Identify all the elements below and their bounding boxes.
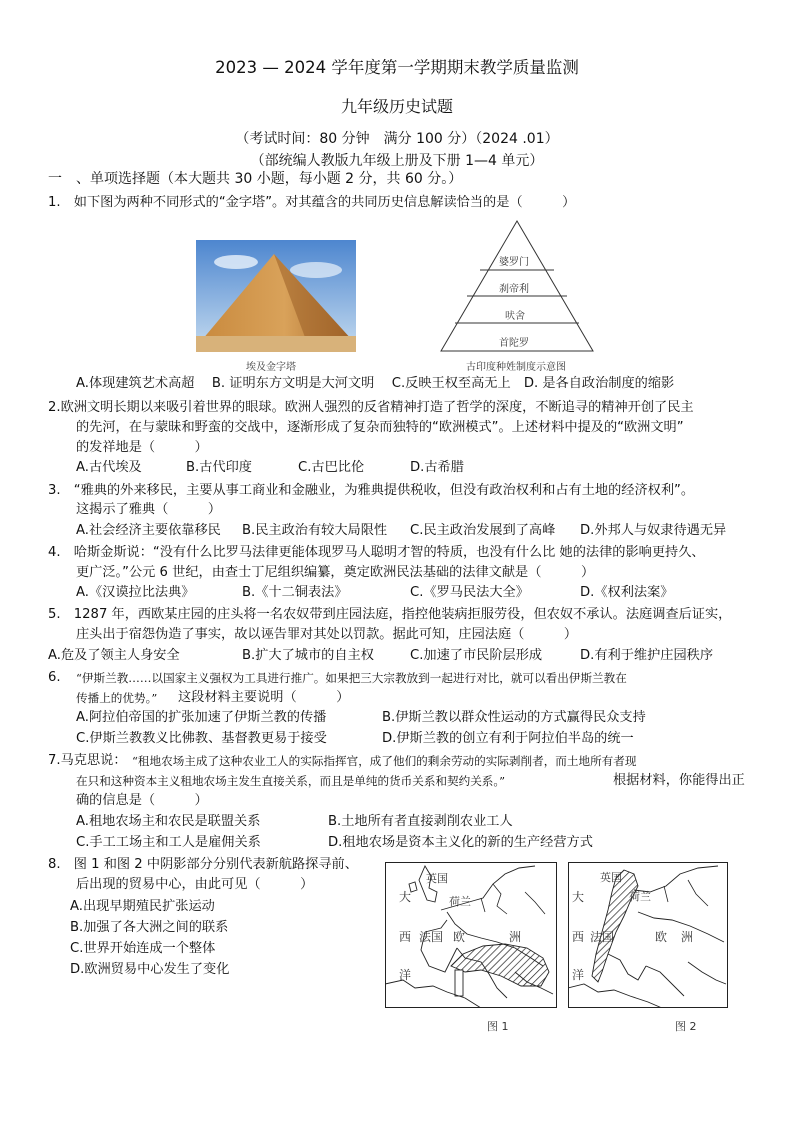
q6-option-c: C.伊斯兰教教义比佛教、基督教更易于接受: [76, 731, 327, 746]
q1-stem: 1. 如下图为两种不同形式的“金字塔”。对其蕴含的共同历史信息解读恰当的是（ ）: [48, 195, 576, 210]
q2-option-c: C.古巴比伦: [298, 460, 365, 475]
q6-option-d: D.伊斯兰教的创立有利于阿拉伯半岛的统一: [382, 731, 634, 746]
map2-label-atlantic-2: 西: [572, 930, 585, 944]
q2-option-b: B.古代印度: [186, 460, 252, 475]
q3-line2: 这揭示了雅典（ ）: [76, 502, 222, 517]
map1-caption: 图 1: [487, 1020, 509, 1033]
q5-option-d: D.有利于维护庄园秩序: [580, 648, 714, 663]
q2-option-d: D.古希腊: [410, 460, 464, 475]
q4-option-c: C.《罗马民法大全》: [410, 585, 529, 600]
map1-label-atlantic-3: 洋: [399, 968, 412, 982]
q5-option-b: B.扩大了城市的自主权: [242, 648, 374, 663]
q6-option-b: B.伊斯兰教以群众性运动的方式赢得民众支持: [382, 710, 646, 725]
map2-label-atlantic-1: 大: [572, 890, 585, 904]
q7-line2-quote: 在只和这种资本主义租地农场主发生直接关系，而且是单纯的货币关系和契约关系。”: [76, 774, 506, 788]
caste-level-brahmin: 婆罗门: [499, 257, 529, 268]
q5-option-a: A.危及了领主人身安全: [48, 648, 180, 663]
section-heading: 一 、单项选择题（本大题共 30 小题，每小题 2 分，共 60 分。）: [48, 171, 463, 187]
q7-line1-quote: “租地农场主成了这种农业工人的实际指挥官，成了他们的剩余劳动的实际剥削者，而土地所有者现: [132, 754, 637, 768]
q5-line1: 5. 1287 年，西欧某庄园的庄头将一名农奴带到庄园法庭，指控他装病拒服劳役，但农奴不承认。法庭调查后证实，: [48, 607, 732, 622]
q8-option-c: C.世界开始连成一个整体: [70, 941, 216, 956]
q8-option-d: D.欧洲贸易中心发生了变化: [70, 962, 230, 977]
caste-level-vaishya: 吠舍: [505, 311, 525, 322]
q4-line2: 更广泛。”公元 6 世纪，由查士丁尼组织编纂，奠定欧洲民法基础的法律文献是（ ）: [76, 565, 595, 580]
q3-option-a: A.社会经济主要依靠移民: [76, 523, 221, 538]
q3-option-c: C.民主政治发展到了高峰: [410, 523, 556, 538]
q7-option-b: B.土地所有者直接剥削农业工人: [328, 814, 513, 829]
q7-line3: 确的信息是（ ）: [76, 793, 208, 808]
q6-option-a: A.阿拉伯帝国的扩张加速了伊斯兰教的传播: [76, 710, 327, 725]
map1-label-holland: 荷兰: [449, 895, 471, 908]
exam-info: （考试时间：80 分钟 满分 100 分）（2024 .01）: [235, 131, 559, 147]
exam-title: 2023 — 2024 学年度第一学期期末教学质量监测: [215, 58, 579, 77]
q6-line2-rest: 这段材料主要说明（ ）: [178, 690, 350, 705]
map1-label-england: 英国: [426, 872, 448, 885]
q7-line1-head: 7.马克思说：: [48, 753, 127, 768]
q8-line2: 后出现的贸易中心，由此可见（ ）: [76, 877, 314, 892]
map2-label-atlantic-3: 洋: [572, 968, 585, 982]
map2-label-england: 英国: [600, 871, 622, 884]
q1-caption-right: 古印度种姓制度示意图: [466, 362, 566, 373]
q2-line3: 的发祥地是（ ）: [76, 440, 208, 455]
caste-level-shudra: 首陀罗: [499, 338, 529, 349]
q7-option-d: D.租地农场是资本主义化的新的生产经营方式: [328, 835, 593, 850]
map1-label-europe-2: 洲: [509, 930, 522, 944]
q7-line2-rest: 根据材料，你能得出正: [613, 773, 745, 788]
edition-note: （部统编人教版九年级上册及下册 1—4 单元）: [250, 153, 544, 169]
q1-caption-left: 埃及金字塔: [246, 362, 296, 373]
q8-line1: 8. 图 1 和图 2 中阴影部分分别代表新航路探寻前、: [48, 857, 358, 872]
q2-line1: 2.欧洲文明长期以来吸引着世界的眼球。欧洲人强烈的反省精神打造了哲学的深度，不断追寻的精神开创了民主: [48, 400, 694, 415]
q3-option-b: B.民主政治有较大局限性: [242, 523, 388, 538]
q1-options: A.体现建筑艺术高超 B. 证明东方文明是大河文明 C.反映王权至高无上 D. 是各自政治制度的缩影: [76, 376, 675, 391]
map1-label-europe-1: 欧: [453, 930, 466, 944]
q8-option-a: A.出现早期殖民扩张运动: [70, 899, 215, 914]
q6-line2-quote: 传播上的优势。”: [76, 691, 158, 705]
egypt-pyramid-photo: [196, 240, 356, 352]
q2-line2: 的先河，在与蒙昧和野蛮的交战中，逐渐形成了复杂而独特的“欧洲模式”。上述材料中提及的“欧洲文明”: [76, 420, 684, 435]
q4-option-d: D.《权利法案》: [580, 585, 674, 600]
q6-line1: “伊斯兰教……以国家主义强权为工具进行推广。如果把三大宗教放到一起进行对比，就可以看出伊斯兰教在: [76, 671, 627, 685]
q4-line1: 4. 哈斯金斯说：“没有什么比罗马法律更能体现罗马人聪明才智的特质，也没有什么比 她的法律的影响更持久、: [48, 545, 705, 560]
q8-option-b: B.加强了各大洲之间的联系: [70, 920, 229, 935]
map1-label-atlantic-1: 大: [399, 890, 412, 904]
q6-number: 6.: [48, 670, 61, 685]
map2-label-holland: 荷兰: [629, 890, 651, 903]
q4-option-a: A.《汉谟拉比法典》: [76, 585, 195, 600]
map2-label-europe: 欧洲: [655, 930, 708, 944]
q3-line1: 3. “雅典的外来移民，主要从事工商业和金融业，为雅典提供税收，但没有政治权利和占有土地的经济权利”。: [48, 483, 695, 498]
q3-option-d: D.外邦人与奴隶待遇无异: [580, 523, 727, 538]
q5-option-c: C.加速了市民阶层形成: [410, 648, 543, 663]
map1-label-atlantic-2: 西: [399, 930, 412, 944]
q4-option-b: B.《十二铜表法》: [242, 585, 348, 600]
q7-option-c: C.手工工场主和工人是雇佣关系: [76, 835, 261, 850]
exam-subtitle: 九年级历史试题: [340, 97, 453, 116]
q2-option-a: A.古代埃及: [76, 460, 142, 475]
map2-caption: 图 2: [675, 1020, 697, 1033]
q5-line2: 庄头出于宿怨伪造了事实，故以诬告罪对其处以罚款。据此可知，庄园法庭（ ）: [76, 627, 578, 642]
caste-level-kshatriya: 刹帝利: [499, 284, 529, 295]
map2-label-france: 法国: [590, 930, 615, 944]
map1-label-france: 法国: [419, 930, 444, 944]
q7-option-a: A.租地农场主和农民是联盟关系: [76, 814, 261, 829]
